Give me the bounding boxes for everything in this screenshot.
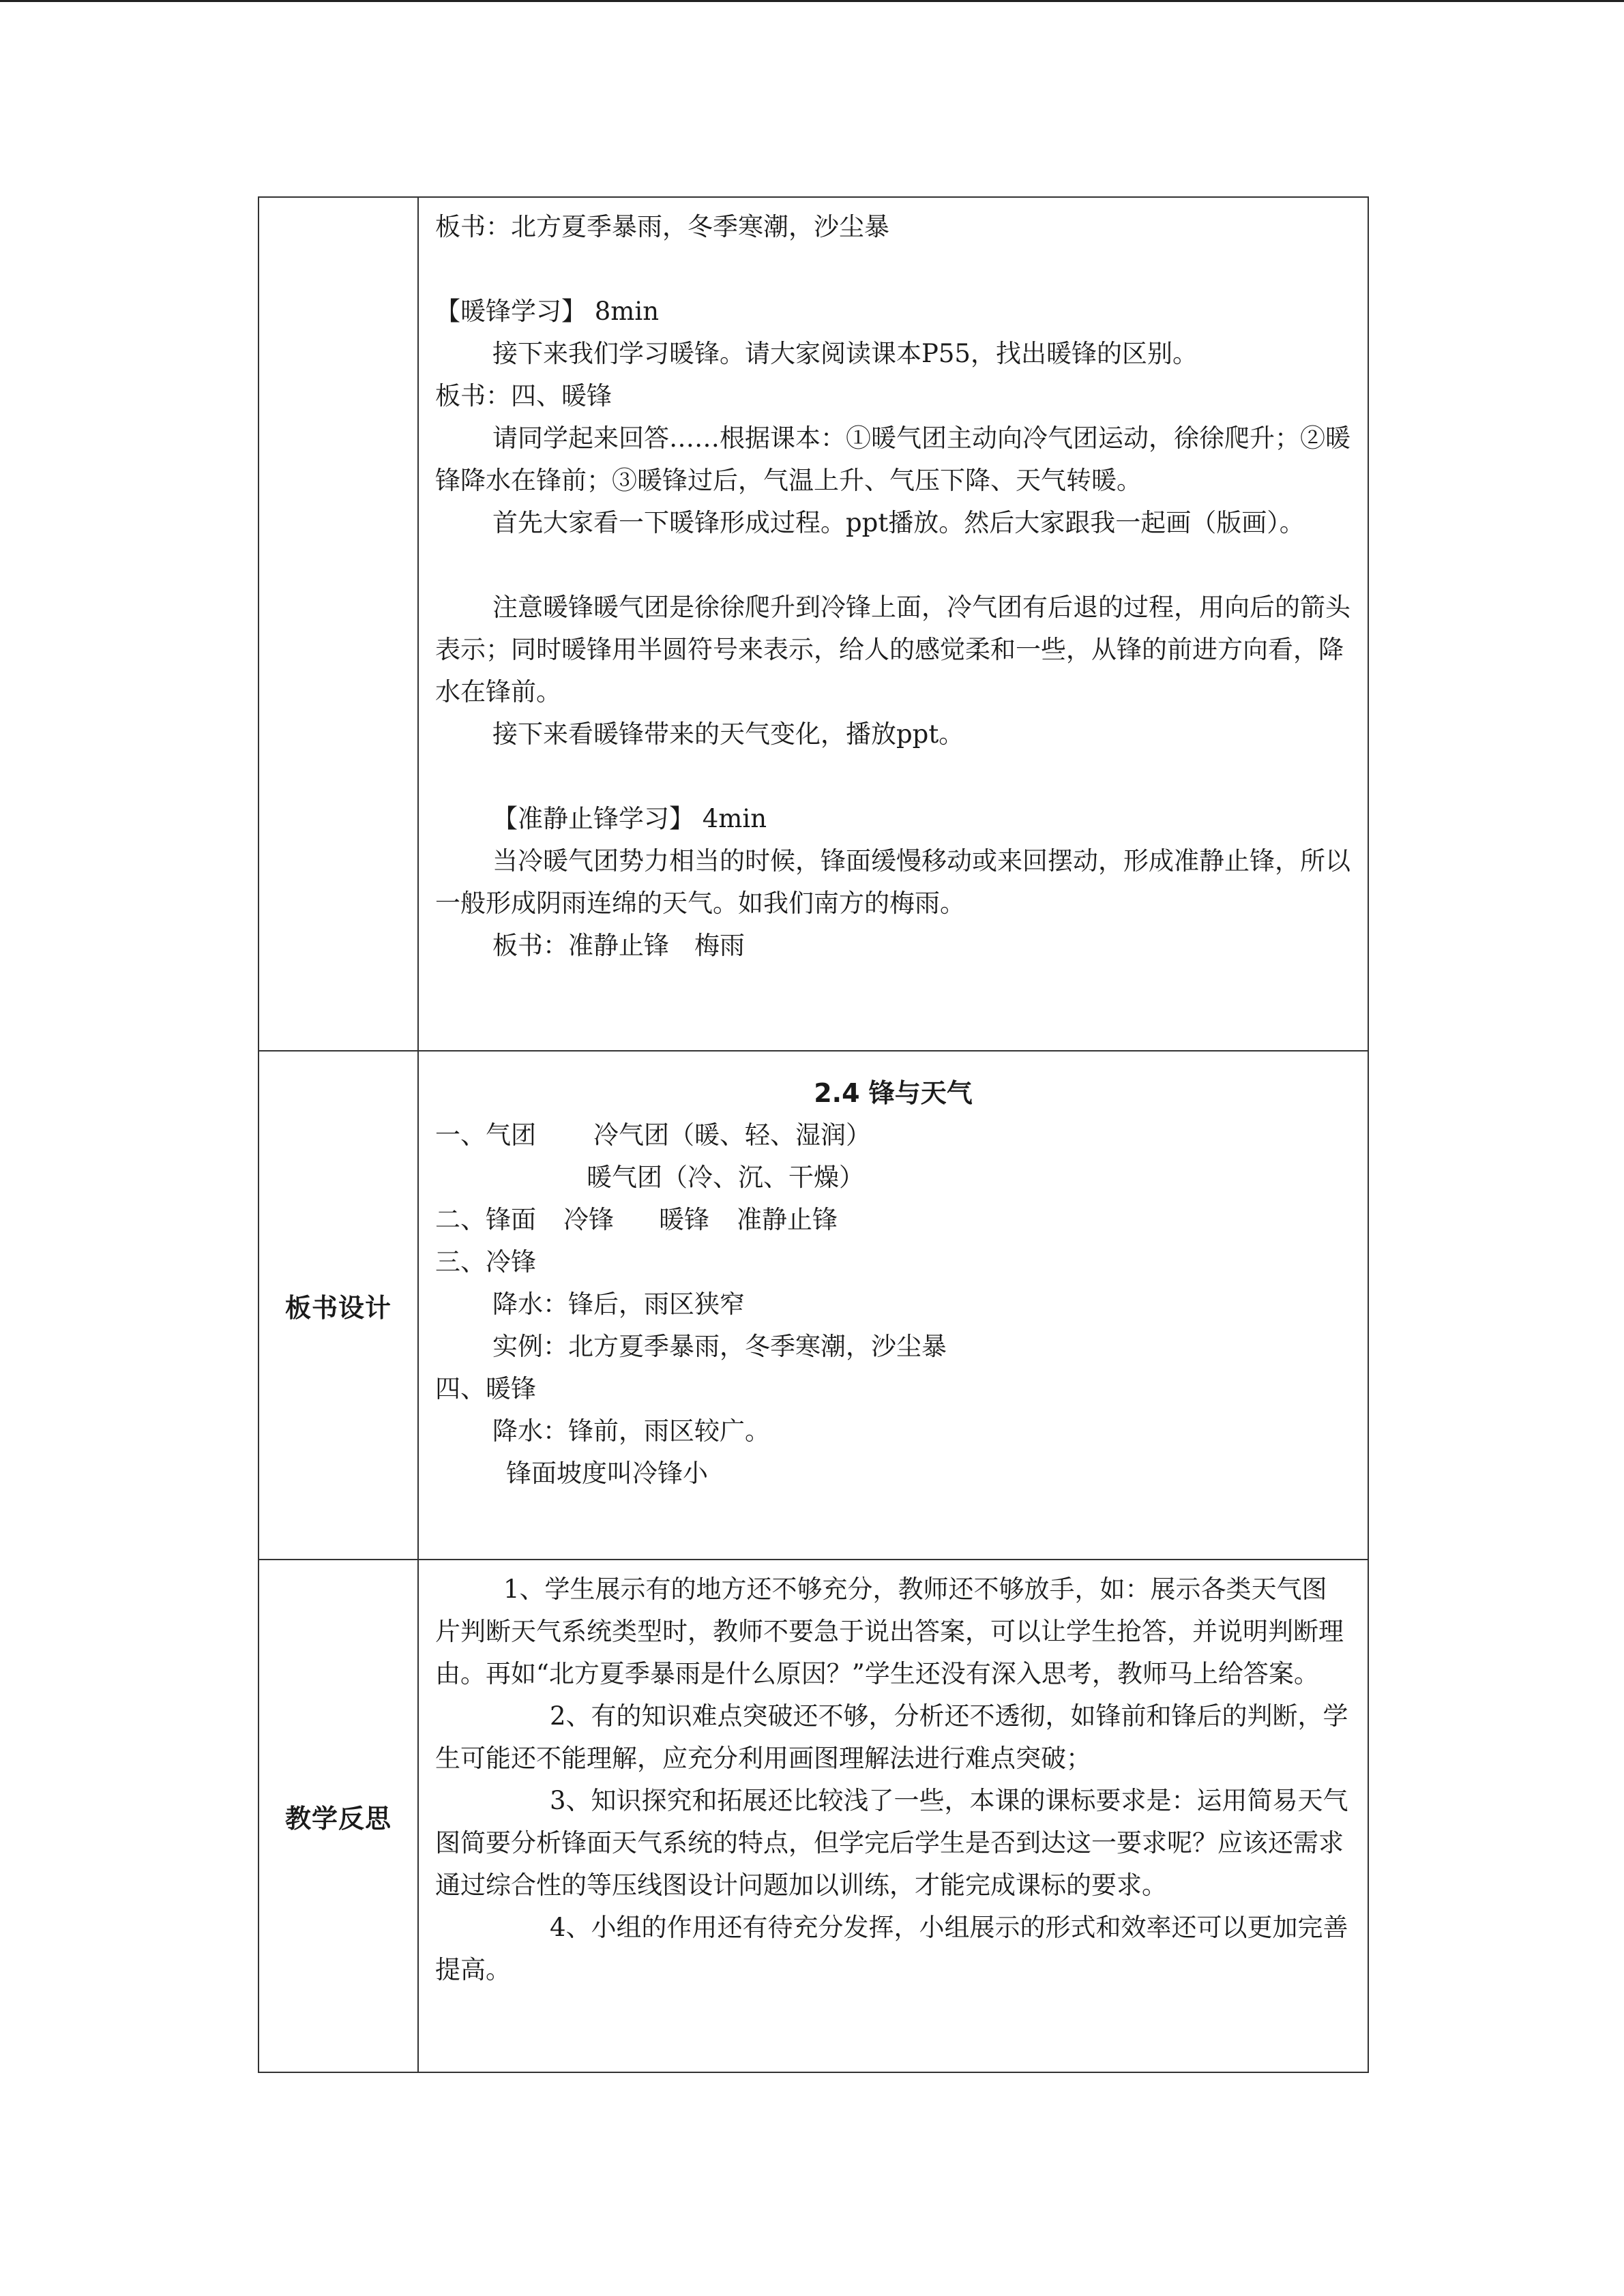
board-design-row <box>259 1051 1368 1560</box>
teaching-process-label-cell <box>259 197 418 1051</box>
reflection-item: 2、有的知识难点突破还不够，分析还不透彻，如锋前和锋后的判断，学生可能还不能理解，应充分利用画图理解法进行难点突破； <box>435 1701 1348 1773</box>
teaching-reflection-content <box>418 1560 1368 2072</box>
board-design-content <box>418 1051 1368 1560</box>
front-head: 二、锋面 <box>435 1205 536 1234</box>
front-stationary: 准静止锋 <box>737 1205 838 1234</box>
teaching-reflection-label: 教学反思 <box>259 1560 418 2072</box>
warm-front-head: 四、暖锋 <box>435 1374 536 1403</box>
board-design-title: 2.4 锋与天气 <box>814 1078 973 1108</box>
lesson-plan-table <box>258 196 1369 2073</box>
blank-line <box>435 544 1351 586</box>
front-cold: 冷锋 <box>563 1205 614 1234</box>
front-warm: 暖锋 <box>659 1205 709 1234</box>
air-mass-head: 一、气团 <box>435 1120 536 1150</box>
board-design-label: 板书设计 <box>259 1051 418 1560</box>
warm-front-weather: 接下来看暖锋带来的天气变化，播放ppt。 <box>492 719 964 749</box>
cold-front-head: 三、冷锋 <box>435 1247 536 1277</box>
cold-front-precip: 降水：锋后，雨区狭窄 <box>492 1289 745 1319</box>
warm-front-slope: 锋面坡度叫冷锋小 <box>506 1459 708 1488</box>
board-note-cold-front: 板书：北方夏季暴雨，冬季寒潮，沙尘暴 <box>435 212 889 241</box>
teaching-process-content <box>418 197 1368 1051</box>
warm-front-formation: 首先大家看一下暖锋形成过程。ppt播放。然后大家跟我一起画（版画）。 <box>492 508 1305 537</box>
warm-front-note: 注意暖锋暖气团是徐徐爬升到冷锋上面，冷气团有后退的过程，用向后的箭头表示；同时暖锋用半圆符号来表示，给人的感觉柔和一些，从锋的前进方向看，降水在锋前。 <box>435 593 1350 706</box>
warm-front-heading: 【暖锋学习】 8min <box>435 297 660 326</box>
front-types-line <box>435 1199 1351 1241</box>
page-top-border <box>0 0 1624 2</box>
warm-front-intro: 接下来我们学习暖锋。请大家阅读课本P55，找出暖锋的区别。 <box>492 339 1198 368</box>
teaching-reflection-row <box>259 1560 1368 2072</box>
teaching-process-row <box>259 197 1368 1051</box>
warm-front-precip: 降水：锋前，雨区较广。 <box>492 1416 770 1446</box>
board-note-stationary-front: 板书：准静止锋 梅雨 <box>492 931 745 960</box>
cold-front-example: 实例：北方夏季暴雨，冬季寒潮，沙尘暴 <box>492 1332 947 1361</box>
warm-front-answer: 请同学起来回答……根据课本：①暖气团主动向冷气团运动，徐徐爬升；②暖锋降水在锋前；③暖锋过后，气温上升、气压下降、天气转暖。 <box>435 423 1350 495</box>
air-mass-line <box>435 1114 1351 1157</box>
reflection-item: 3、知识探究和拓展还比较浅了一些，本课的课标要求是：运用简易天气图简要分析锋面天气系统的特点，但学完后学生是否到达这一要求呢？应该还需求通过综合性的等压线图设计问题加以训练，才能完成课标的要求。 <box>435 1786 1348 1900</box>
cold-air-mass: 冷气团（暖、轻、湿润） <box>593 1120 871 1150</box>
board-note-warm-front: 板书：四、暖锋 <box>435 381 612 411</box>
reflection-item: 1、学生展示有的地方还不够充分，教师还不够放手，如：展示各类天气图片判断天气系统类型时，教师不要急于说出答案，可以让学生抢答，并说明判断理由。再如“北方夏季暴雨是什么原因？”学生还没有深入思考，教师马上给答案。 <box>435 1575 1344 1688</box>
reflection-item: 4、小组的作用还有待充分发挥，小组展示的形式和效率还可以更加完善提高。 <box>435 1913 1348 1984</box>
stationary-front-text: 当冷暖气团势力相当的时候，锋面缓慢移动或来回摆动，形成准静止锋，所以一般形成阴雨连绵的天气。如我们南方的梅雨。 <box>435 846 1350 918</box>
warm-air-mass: 暖气团（冷、沉、干燥） <box>587 1163 864 1192</box>
blank-line <box>435 248 1351 290</box>
blank-line <box>435 756 1351 798</box>
stationary-front-heading: 【准静止锋学习】 4min <box>492 804 767 833</box>
